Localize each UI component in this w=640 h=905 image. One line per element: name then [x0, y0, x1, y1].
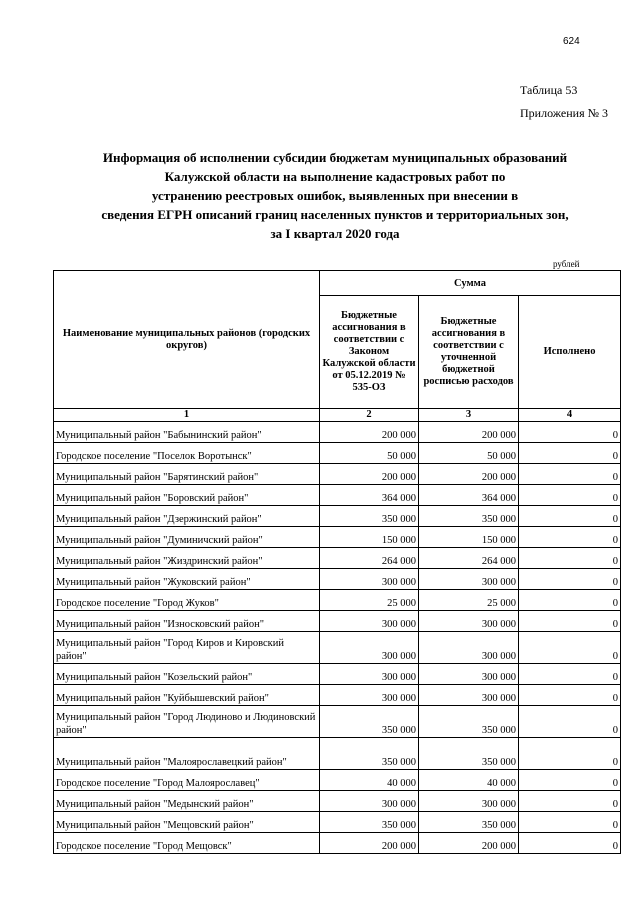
municipality-name: Муниципальный район "Город Киров и Кировский район" — [54, 632, 320, 664]
municipality-name: Муниципальный район "Куйбышевский район" — [54, 685, 320, 706]
page-number: 624 — [563, 36, 580, 47]
table-row — [54, 770, 621, 791]
refined-allocation-value: 300 000 — [419, 569, 519, 590]
executed-value: 0 — [519, 611, 621, 632]
refined-allocation-value: 200 000 — [419, 833, 519, 854]
law-allocation-value: 40 000 — [320, 770, 419, 791]
title-line: устранению реестровых ошибок, выявленных при внесении в — [151, 188, 519, 203]
header-law-allocations: Бюджетные ассигнования в соответствии с Законом Калужской области от 05.12.2019 № 535-ОЗ — [320, 296, 419, 409]
executed-value: 0 — [519, 770, 621, 791]
municipality-name: Муниципальный район "Мещовский район" — [54, 812, 320, 833]
table-body — [54, 422, 621, 854]
table-row — [54, 506, 621, 527]
executed-value: 0 — [519, 791, 621, 812]
table-row — [54, 443, 621, 464]
table-row — [54, 791, 621, 812]
municipality-name: Муниципальный район "Барятинский район" — [54, 464, 320, 485]
refined-allocation-value: 264 000 — [419, 548, 519, 569]
executed-value: 0 — [519, 664, 621, 685]
municipality-name: Муниципальный район "Козельский район" — [54, 664, 320, 685]
executed-value: 0 — [519, 548, 621, 569]
column-number: 3 — [419, 409, 519, 422]
executed-value: 0 — [519, 738, 621, 770]
table-row — [54, 569, 621, 590]
municipality-name: Городское поселение "Город Мещовск" — [54, 833, 320, 854]
table-row — [54, 464, 621, 485]
law-allocation-value: 300 000 — [320, 611, 419, 632]
title-line: сведения ЕГРН описаний границ населенных пунктов и территориальных зон, — [101, 207, 569, 222]
column-number: 2 — [320, 409, 419, 422]
refined-allocation-value: 40 000 — [419, 770, 519, 791]
law-allocation-value: 200 000 — [320, 422, 419, 443]
executed-value: 0 — [519, 443, 621, 464]
table-row — [54, 685, 621, 706]
table-row — [54, 812, 621, 833]
executed-value: 0 — [519, 706, 621, 738]
refined-allocation-value: 350 000 — [419, 706, 519, 738]
refined-allocation-value: 350 000 — [419, 812, 519, 833]
law-allocation-value: 300 000 — [320, 791, 419, 812]
law-allocation-value: 350 000 — [320, 738, 419, 770]
law-allocation-value: 150 000 — [320, 527, 419, 548]
table-row — [54, 548, 621, 569]
municipality-name: Муниципальный район "Думиничский район" — [54, 527, 320, 548]
law-allocation-value: 350 000 — [320, 706, 419, 738]
column-number: 4 — [519, 409, 621, 422]
column-number: 1 — [54, 409, 320, 422]
executed-value: 0 — [519, 632, 621, 664]
document-title — [60, 148, 610, 243]
table-row — [54, 422, 621, 443]
header-sum: Сумма — [320, 271, 621, 296]
refined-allocation-value: 300 000 — [419, 685, 519, 706]
refined-allocation-value: 364 000 — [419, 485, 519, 506]
header-municipality-name: Наименование муниципальных районов (городских округов) — [54, 271, 320, 409]
law-allocation-value: 300 000 — [320, 632, 419, 664]
title-line: Калужской области на выполнение кадастровых работ по — [164, 169, 506, 184]
municipality-name: Муниципальный район "Жиздринский район" — [54, 548, 320, 569]
law-allocation-value: 350 000 — [320, 812, 419, 833]
table-row — [54, 527, 621, 548]
executed-value: 0 — [519, 422, 621, 443]
executed-value: 0 — [519, 569, 621, 590]
table-reference: Таблица 53 — [520, 83, 578, 97]
law-allocation-value: 264 000 — [320, 548, 419, 569]
refined-allocation-value: 200 000 — [419, 422, 519, 443]
refined-allocation-value: 150 000 — [419, 527, 519, 548]
executed-value: 0 — [519, 685, 621, 706]
municipality-name: Муниципальный район "Жуковский район" — [54, 569, 320, 590]
municipality-name: Муниципальный район "Малоярославецкий район" — [54, 738, 320, 770]
title-line: Информация об исполнении субсидии бюджетам муниципальных образований — [102, 150, 568, 165]
municipality-name: Муниципальный район "Город Людиново и Людиновский район" — [54, 706, 320, 738]
law-allocation-value: 300 000 — [320, 664, 419, 685]
refined-allocation-value: 300 000 — [419, 791, 519, 812]
law-allocation-value: 50 000 — [320, 443, 419, 464]
municipality-name: Городское поселение "Город Жуков" — [54, 590, 320, 611]
header-executed: Исполнено — [519, 296, 621, 409]
law-allocation-value: 300 000 — [320, 569, 419, 590]
appendix-reference: Приложения № 3 — [520, 106, 609, 120]
table-row — [54, 632, 621, 664]
municipality-name: Муниципальный район "Дзержинский район" — [54, 506, 320, 527]
table-row — [54, 611, 621, 632]
executed-value: 0 — [519, 812, 621, 833]
refined-allocation-value: 300 000 — [419, 632, 519, 664]
law-allocation-value: 25 000 — [320, 590, 419, 611]
municipality-name: Городское поселение "Город Малоярославец" — [54, 770, 320, 791]
executed-value: 0 — [519, 506, 621, 527]
table-row — [54, 833, 621, 854]
municipality-name: Муниципальный район "Износковский район" — [54, 611, 320, 632]
currency-units: рублей — [553, 259, 580, 269]
table-row — [54, 706, 621, 738]
header-refined-allocations: Бюджетные ассигнования в соответствии с уточненной бюджетной росписью расходов — [419, 296, 519, 409]
refined-allocation-value: 25 000 — [419, 590, 519, 611]
law-allocation-value: 200 000 — [320, 833, 419, 854]
refined-allocation-value: 200 000 — [419, 464, 519, 485]
law-allocation-value: 200 000 — [320, 464, 419, 485]
table-row — [54, 485, 621, 506]
municipality-name: Муниципальный район "Медынский район" — [54, 791, 320, 812]
executed-value: 0 — [519, 464, 621, 485]
refined-allocation-value: 350 000 — [419, 506, 519, 527]
table-row — [54, 590, 621, 611]
subsidy-table — [53, 270, 621, 854]
table-row — [54, 738, 621, 770]
municipality-name: Муниципальный район "Боровский район" — [54, 485, 320, 506]
refined-allocation-value: 300 000 — [419, 664, 519, 685]
executed-value: 0 — [519, 590, 621, 611]
law-allocation-value: 350 000 — [320, 506, 419, 527]
refined-allocation-value: 300 000 — [419, 611, 519, 632]
law-allocation-value: 300 000 — [320, 685, 419, 706]
executed-value: 0 — [519, 527, 621, 548]
refined-allocation-value: 350 000 — [419, 738, 519, 770]
executed-value: 0 — [519, 833, 621, 854]
municipality-name: Муниципальный район "Бабынинский район" — [54, 422, 320, 443]
table-row — [54, 664, 621, 685]
refined-allocation-value: 50 000 — [419, 443, 519, 464]
title-line: за I квартал 2020 года — [270, 226, 400, 241]
municipality-name: Городское поселение "Поселок Воротынск" — [54, 443, 320, 464]
law-allocation-value: 364 000 — [320, 485, 419, 506]
executed-value: 0 — [519, 485, 621, 506]
